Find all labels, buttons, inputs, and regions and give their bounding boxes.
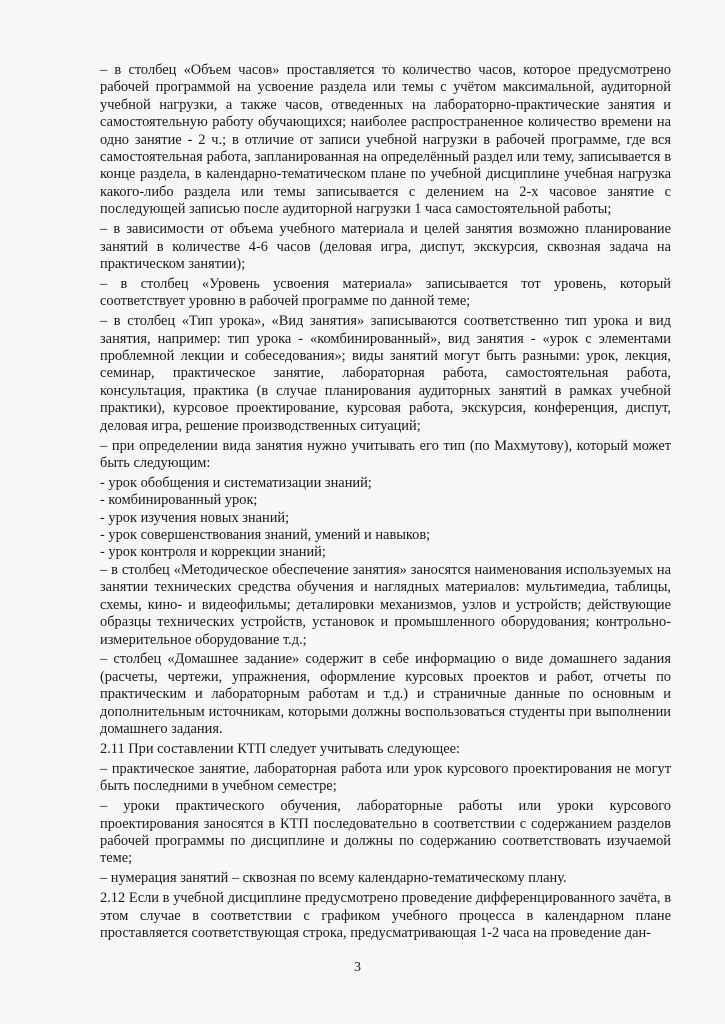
list-item: - урок контроля и коррекции знаний; [100,544,326,561]
page-number: 3 [354,960,361,975]
section-2-12: 2.12 Если в учебной дисциплине предусмотрено проведение дифференцированного зачёта, в этом случае в соответствии с графиком учебного процесса в календарном плане проставляется соответствующая строка, предусматривающая 1-2 часа на проведение дан- [100,890,671,941]
section-2-11-heading: 2.11 При составлении КТП следует учитывать следующее: [100,740,460,757]
paragraph-practical-order: – уроки практического обучения, лабораторные работы или уроки курсового проектирования заносятся в КТП последовательно в соответствии с содержанием разделов рабочей программы по дисциплине и должны по содержанию соответствовать изучаемой теме; [100,798,671,867]
paragraph-numbering: – нумерация занятий – сквозная по всему календарно-тематическому плану. [100,870,567,887]
paragraph-level-column: – в столбец «Уровень усвоения материала» записывается тот уровень, который соответствует уровню в рабочей программе по данной теме; [100,275,671,310]
paragraph-planning: – в зависимости от объема учебного материала и целей занятия возможно планирование занятий в количестве 4-6 часов (деловая игра, диспут, экскурсия, сквозная задача на практическом занятии); [100,221,671,272]
list-item: - комбинированный урок; [100,492,258,509]
paragraph-type-definition: – при определении вида занятия нужно учитывать его тип (по Махмутову), который может быть следующим: [100,437,671,471]
list-item: - урок обобщения и систематизации знаний; [100,474,372,491]
list-item: - урок совершенствования знаний, умений и навыков; [100,527,431,544]
list-item: - урок изучения новых знаний; [100,509,290,526]
paragraph-homework: – столбец «Домашнее задание» содержит в себе информацию о виде домашнего задания (расчеты, чертежи, упражнения, оформление курсовых проектов и работ, отчеты по практическим и лабораторным работам и т.д.) и страничные данные по основным и дополнительным источникам, которыми должны воспользоваться студенты при выполнении домашнего задания. [100,651,671,738]
paragraph-methodical-support: – в столбец «Методическое обеспечение занятия» заносятся наименования используемых на занятии технических средства обучения и наглядных материалов: мультимедиа, таблицы, схемы, кино- и видеофильмы; деталировки механизмов, узлов и устройств; действующие образцы технических устройств, установок и промышленного оборудования; контрольно-измерительное оборудование т.д.; [100,561,671,648]
paragraph-hours-column: – в столбец «Объем часов» проставляется то количество часов, которое предусмотрено рабочей программой на усвоение раздела или темы с учётом максимальной, аудиторной учебной нагрузки, а также часов, отведенных на лабораторно-практические занятия и самостоятельную работу обучающихся; наиболее распространенное количество времени на одно занятие - 2 ч.; в отличие от записи учебной нагрузки в рабочей программе, где вся самостоятельная работа, запланированная на определённый раздел или тему, записывается в конце раздела, в календарно-тематическом плане по учебной дисциплине учебная нагрузка какого-либо раздела или темы записывается с делением на 2-х часовое занятие с последующей записью после аудиторной нагрузки 1 часа самостоятельной работы; [100,62,671,218]
paragraph-lesson-type: – в столбец «Тип урока», «Вид занятия» записываются соответственно тип урока и вид занятия, например: тип урока - «комбинированный», вид занятия - «урок с элементами проблемной лекции и собеседования»; виды занятий могут быть разными: урок, лекция, семинар, практическое занятие, лабораторная работа, самостоятельная работа, консультация, практика (в случае планирования аудиторных занятий в рамках учебной практики), курсовое проектирование, курсовая работа, экскурсия, конференция, диспут, деловая игра, решение производственных ситуаций; [100,313,671,434]
page-body [100,62,671,945]
paragraph-practical-last: – практическое занятие, лабораторная работа или урок курсового проектирования не могут быть последними в учебном семестре; [100,760,671,795]
